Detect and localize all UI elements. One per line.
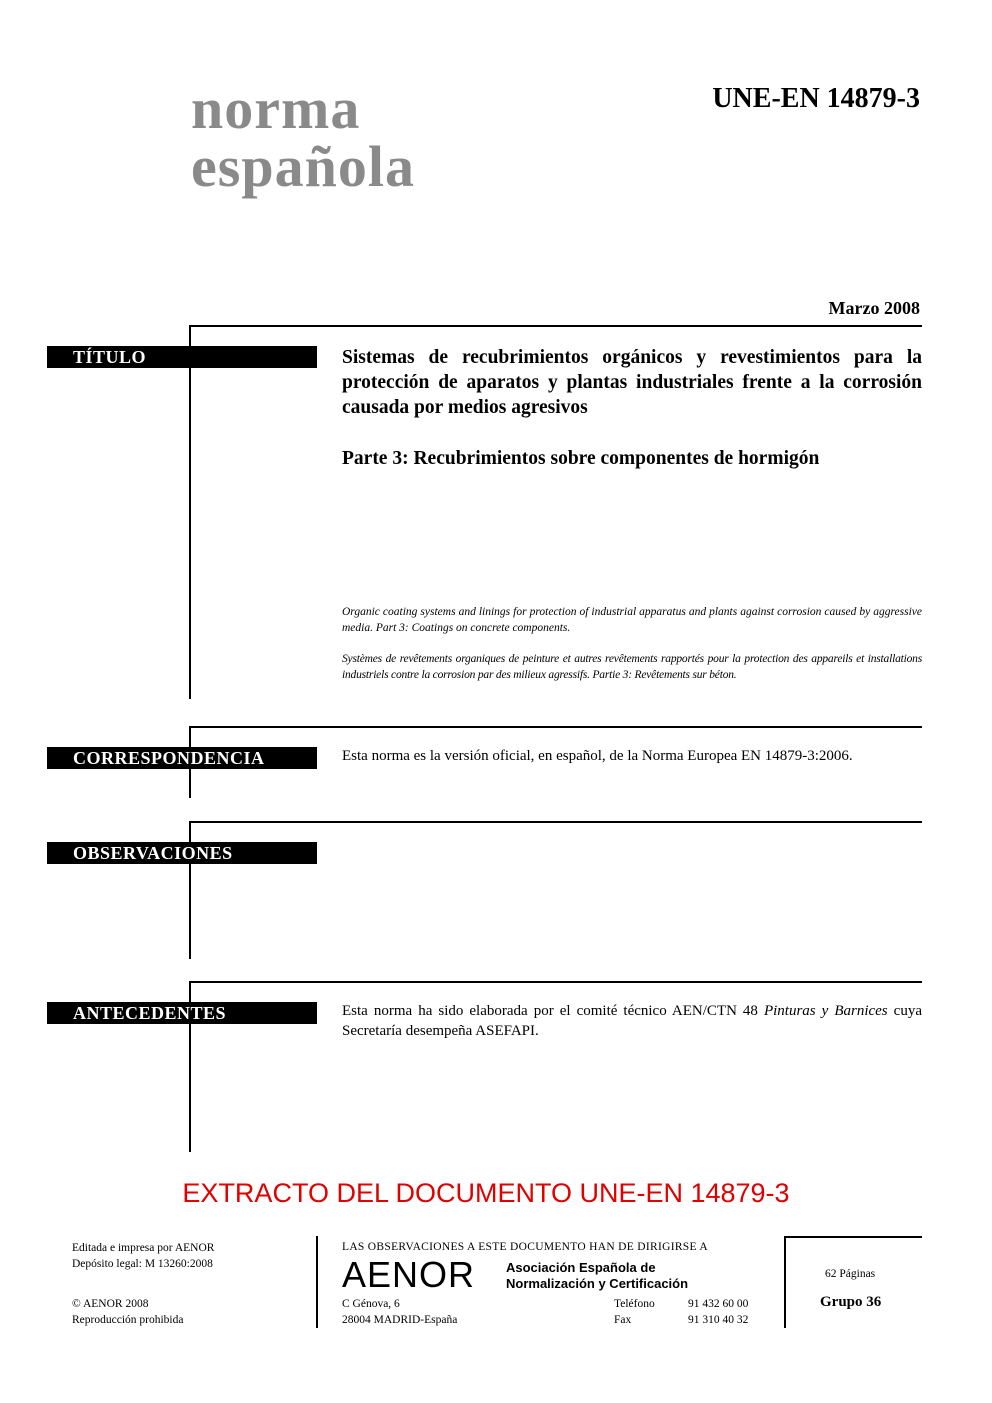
brand-line-2: española <box>191 134 415 199</box>
antecedentes-text <box>342 1001 922 1041</box>
brand-title <box>191 76 415 199</box>
aenor-logo: AENOR <box>342 1254 476 1295</box>
org-line-2: Normalización y Certificación <box>506 1276 689 1291</box>
page-count: 62 Páginas <box>825 1268 876 1280</box>
aenor-org-name <box>506 1260 688 1292</box>
extract-watermark: EXTRACTO DEL DOCUMENTO UNE-EN 14879-3 <box>182 1178 790 1208</box>
footer-box-top <box>784 1236 922 1238</box>
antecedentes-text-end: cuya Secretaría desempeña ASEFAPI. <box>342 1003 922 1039</box>
vertical-rule <box>189 325 191 699</box>
footer-copyright <box>72 1296 183 1328</box>
divider <box>189 981 922 983</box>
footer-box-side <box>784 1236 786 1328</box>
org-line-1: Asociación Española de <box>506 1260 656 1275</box>
english-title: Organic coating systems and linings for protection of industrial apparatus and plants against corrosion caused by aggressive media. Part 3: Coatings on concrete components. <box>342 606 922 634</box>
standard-code: UNE-EN 14879-3 <box>712 83 920 114</box>
phone-number: 91 432 60 00 <box>688 1298 749 1310</box>
brand-line-1: norma <box>191 76 361 141</box>
label-correspondencia: CORRESPONDENCIA <box>47 747 317 769</box>
divider <box>189 325 922 327</box>
address-street: C Génova, 6 <box>342 1298 400 1310</box>
french-title: Systèmes de revêtements organiques de peinture et autres revêtements rapportés pour la protection des appareils et installations industriels contre la corrosion par des milieux agressifs. Partie 3: Revêtements sur béton. <box>342 653 922 681</box>
phone-label: Teléfono <box>614 1298 655 1310</box>
footer-contact-labels <box>614 1296 655 1328</box>
correspondencia-text: Esta norma es la versión oficial, en español, de la Norma Europea EN 14879-3:2006. <box>342 748 853 764</box>
label-antecedentes: ANTECEDENTES <box>47 1002 317 1024</box>
antecedentes-text-start: Esta norma ha sido elaborada por el comité técnico AEN/CTN 48 <box>342 1003 764 1019</box>
label-titulo: TÍTULO <box>47 346 317 368</box>
fax-label: Fax <box>614 1314 632 1326</box>
publisher-line: Editada e impresa por AENOR <box>72 1242 215 1254</box>
footer-notice: LAS OBSERVACIONES A ESTE DOCUMENTO HAN DE DIRIGIRSE A <box>342 1241 708 1253</box>
footer-publisher <box>72 1240 214 1272</box>
publication-date: Marzo 2008 <box>828 298 920 318</box>
address-city: 28004 MADRID-España <box>342 1314 458 1326</box>
fax-number: 91 310 40 32 <box>688 1314 749 1326</box>
document-title: Sistemas de recubrimientos orgánicos y revestimientos para la protección de aparatos y plantas industriales frente a la corrosión causada por medios agresivos <box>342 347 922 418</box>
document-part: Parte 3: Recubrimientos sobre componentes de hormigón <box>342 448 820 469</box>
copyright: © AENOR 2008 <box>72 1298 149 1310</box>
footer-contact-values <box>688 1296 748 1328</box>
divider <box>189 726 922 728</box>
reproduction-notice: Reproducción prohibida <box>72 1314 184 1326</box>
label-observaciones: OBSERVACIONES <box>47 842 317 864</box>
price-group: Grupo 36 <box>820 1294 882 1310</box>
divider <box>189 821 922 823</box>
committee-name: Pinturas y Barnices <box>763 1003 888 1019</box>
footer-divider <box>316 1236 318 1328</box>
legal-deposit: Depósito legal: M 13260:2008 <box>72 1258 213 1270</box>
footer-address <box>342 1296 457 1328</box>
